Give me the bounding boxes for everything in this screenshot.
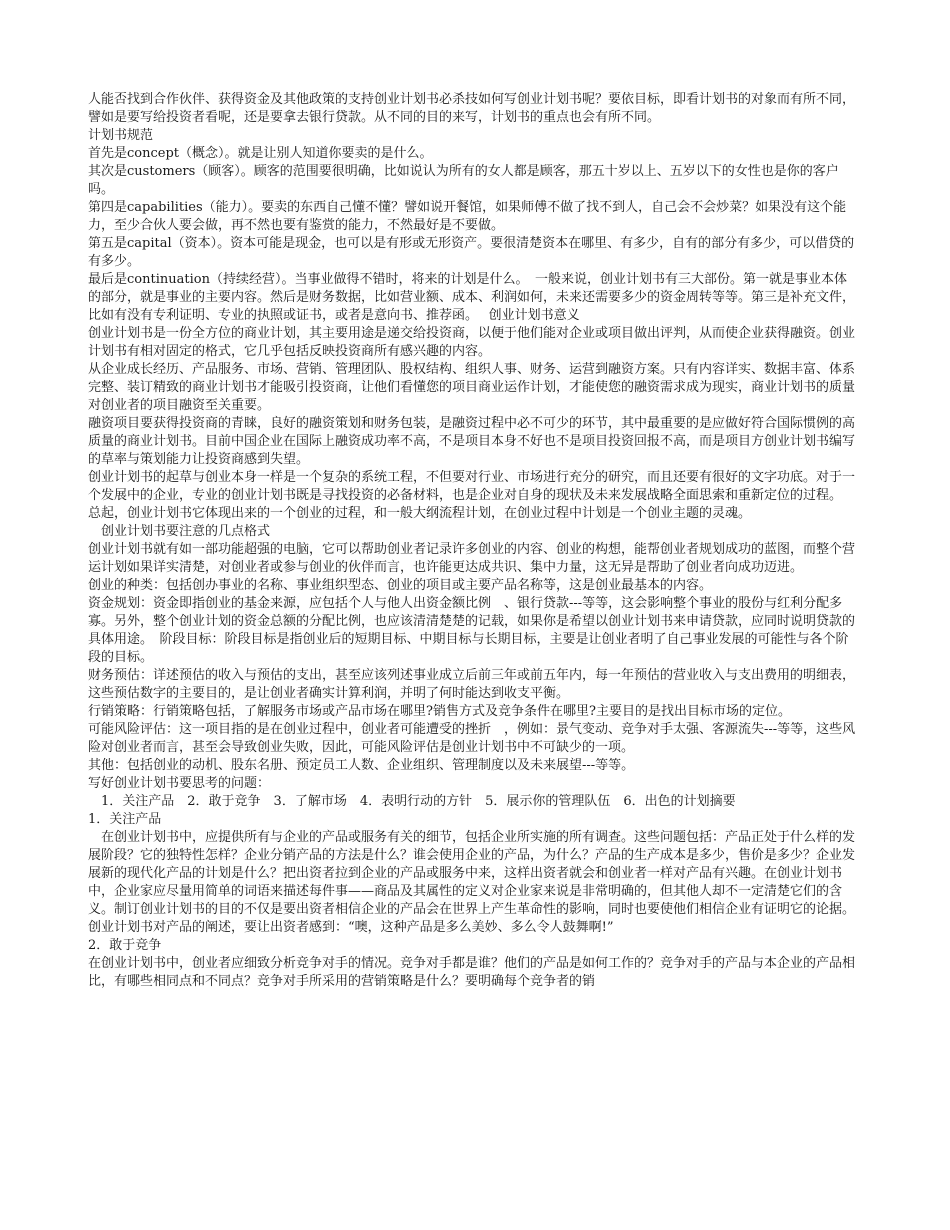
heading-format-notes: 创业计划书要注意的几点格式: [88, 524, 271, 539]
heading-plan-norms: 计划书规范: [88, 128, 154, 143]
paragraph-intro: 人能否找到合作伙伴、获得资金及其他政策的支持创业计划书必杀技如何写创业计划书呢？要依目标，即看计划书的对象而有所不同，譬如是要写给投资者看呢，还是要拿去银行贷款。从不同的目的来写，计划书的重点也会有所不同。: [88, 92, 856, 125]
paragraph-drafting: 创业计划书的起草与创业本身一样是一个复杂的系统工程，不但要对行业、市场进行充分的研究，而且还要有很好的文字功底。对于一个发展中的企业，专业的创业计划书既是寻找投资的必备材料，也是企业对自身的现状及未来发展战略全面思索和重新定位的过程。 总起，创业计划书它体现出来的一个创业的过程，和一般大纲流程计划，在创业过程中计划是一个创业主题的灵魂。: [88, 470, 856, 521]
paragraph-funding-plan: 资金规划：资金即指创业的基金来源，应包括个人与他人出资金额比例 、银行贷款---等等，这会影响整个事业的股份与红利分配多寡。另外，整个创业计划的资金总额的分配比例，也应该清清楚楚的记载，如果你是希望以创业计划书来申请贷款，应同时说明贷款的具体用途。 阶段目标：阶段目标是指创业后的短期目标、中期目标与长期目标，主要是让创业者明了自己事业发展的可能性与各个阶段的目标。: [88, 596, 856, 665]
paragraph-business-type: 创业的种类：包括创办事业的名称、事业组织型态、创业的项目或主要产品名称等，这是创业最基本的内容。: [88, 578, 713, 593]
paragraph-plan-meaning: 创业计划书是一份全方位的商业计划，其主要用途是递交给投资商，以便于他们能对企业或项目做出评判，从而使企业获得融资。创业计划书有相对固定的格式，它几乎包括反映投资商所有感兴趣的内容。: [88, 326, 856, 359]
paragraph-focus-product: 在创业计划书中，应提供所有与企业的产品或服务有关的细节，包括企业所实施的所有调查。这些问题包括：产品正处于什么样的发展阶段？它的独特性怎样？企业分销产品的方法是什么？谁会使用企业的产品，为什么？产品的生产成本是多少，售价是多少？企业发展新的现代化产品的计划是什么？把出资者拉到企业的产品或服务中来，这样出资者就会和创业者一样对产品有兴趣。在创业计划书中，企业家应尽量用简单的词语来描述每件事——商品及其属性的定义对企业家来说是非常明确的，但其他人却不一定清楚它们的含义。制订创业计划书的目的不仅是要出资者相信企业的产品会在世界上产生革命性的影响，同时也要使他们相信企业有证明它的论据。创业计划书对产品的阐述，要让出资者感到：“噢，这种产品是多么美妙、多么令人鼓舞啊!”: [88, 830, 856, 935]
paragraph-computer-analogy: 创业计划书就有如一部功能超强的电脑，它可以帮助创业者记录许多创业的内容、创业的构想，能帮创业者规划成功的蓝图，而整个营运计划如果详实清楚，对创业者或参与创业的伙伴而言，也许能更达成共识、集中力量，这无异是帮助了创业者向成功迈进。: [88, 542, 856, 575]
paragraph-customers: 其次是customers（顾客）。顾客的范围要很明确，比如说认为所有的女人都是顾客，那五十岁以上、五岁以下的女性也是你的客户吗。: [88, 164, 839, 197]
paragraph-financial-forecast: 财务预估：详述预估的收入与预估的支出，甚至应该列述事业成立后前三年或前五年内，每一年预估的营业收入与支出费用的明细表，这些预估数字的主要目的，是让创业者确实计算利润，并明了何时能达到收支平衡。: [88, 668, 856, 701]
paragraph-financing: 融资项目要获得投资商的青睐，良好的融资策划和财务包装，是融资过程中必不可少的环节，其中最重要的是应做好符合国际惯例的高质量的商业计划书。目前中国企业在国际上融资成功率不高，不是项目本身不好也不是项目投资回报不高，而是项目方创业计划书编写的草率与策划能力让投资商感到失望。: [88, 416, 856, 467]
paragraph-marketing-strategy: 行销策略：行销策略包括，了解服务市场或产品市场在哪里?销售方式及竞争条件在哪里?主要目的是找出目标市场的定位。: [88, 704, 791, 719]
paragraph-risk-assessment: 可能风险评估：这一项目指的是在创业过程中，创业者可能遭受的挫折 ，例如：景气变动、竞争对手太强、客源流失---等等，这些风险对创业者而言，甚至会导致创业失败，因此，可能风险评估是创业计划书中不可缺少的一项。: [88, 722, 856, 755]
paragraph-dare-compete: 在创业计划书中，创业者应细致分析竞争对手的情况。竞争对手都是谁？他们的产品是如何工作的？竞争对手的产品与本企业的产品相比，有哪些相同点和不同点？竞争对手所采用的营销策略是什么？要明确每个竞争者的销: [88, 956, 856, 989]
paragraph-plan-content: 从企业成长经历、产品服务、市场、营销、管理团队、股权结构、组织人事、财务、运营到融资方案。只有内容详实、数据丰富、体系完整、装订精致的商业计划书才能吸引投资商，让他们看懂您的项目商业运作计划，才能使您的融资需求成为现实，商业计划书的质量对创业者的项目融资至关重要。: [88, 362, 856, 413]
heading-focus-product: 1．关注产品: [88, 812, 162, 827]
paragraph-concept: 首先是concept（概念）。就是让别人知道你要卖的是什么。: [88, 146, 433, 161]
paragraph-other: 其他：包括创业的动机、股东名册、预定员工人数、企业组织、管理制度以及未来展望---等等。: [88, 758, 635, 773]
paragraph-capital: 第五是capital（资本）。资本可能是现金，也可以是有形或无形资产。要很清楚资本在哪里、有多少，自有的部分有多少，可以借贷的有多少。: [88, 236, 855, 269]
paragraph-capabilities: 第四是capabilities（能力）。要卖的东西自己懂不懂？譬如说开餐馆，如果师傅不做了找不到人，自己会不会炒菜？如果没有这个能力，至少合伙人要会做，再不然也要有鉴赏的能力，不然最好是不要做。: [88, 200, 847, 233]
paragraph-continuation: 最后是continuation（持续经营）。当事业做得不错时，将来的计划是什么。 一般来说，创业计划书有三大部份。第一就是事业本体的部分，就是事业的主要内容。然后是财务数据，比如营业额、成本、利润如何，未来还需要多少的资金周转等等。第三是补充文件，比如有没有专利证明、专业的执照或证书，或者是意向书、推荐函。 创业计划书意义: [88, 272, 856, 323]
heading-questions: 写好创业计划书要思考的问题：: [88, 776, 271, 791]
document-body: [88, 91, 856, 991]
heading-dare-compete: 2．敢于竞争: [88, 938, 162, 953]
paragraph-question-list: 1．关注产品 2．敢于竞争 3．了解市场 4．表明行动的方针 5．展示你的管理队伍 6．出色的计划摘要: [88, 794, 736, 809]
